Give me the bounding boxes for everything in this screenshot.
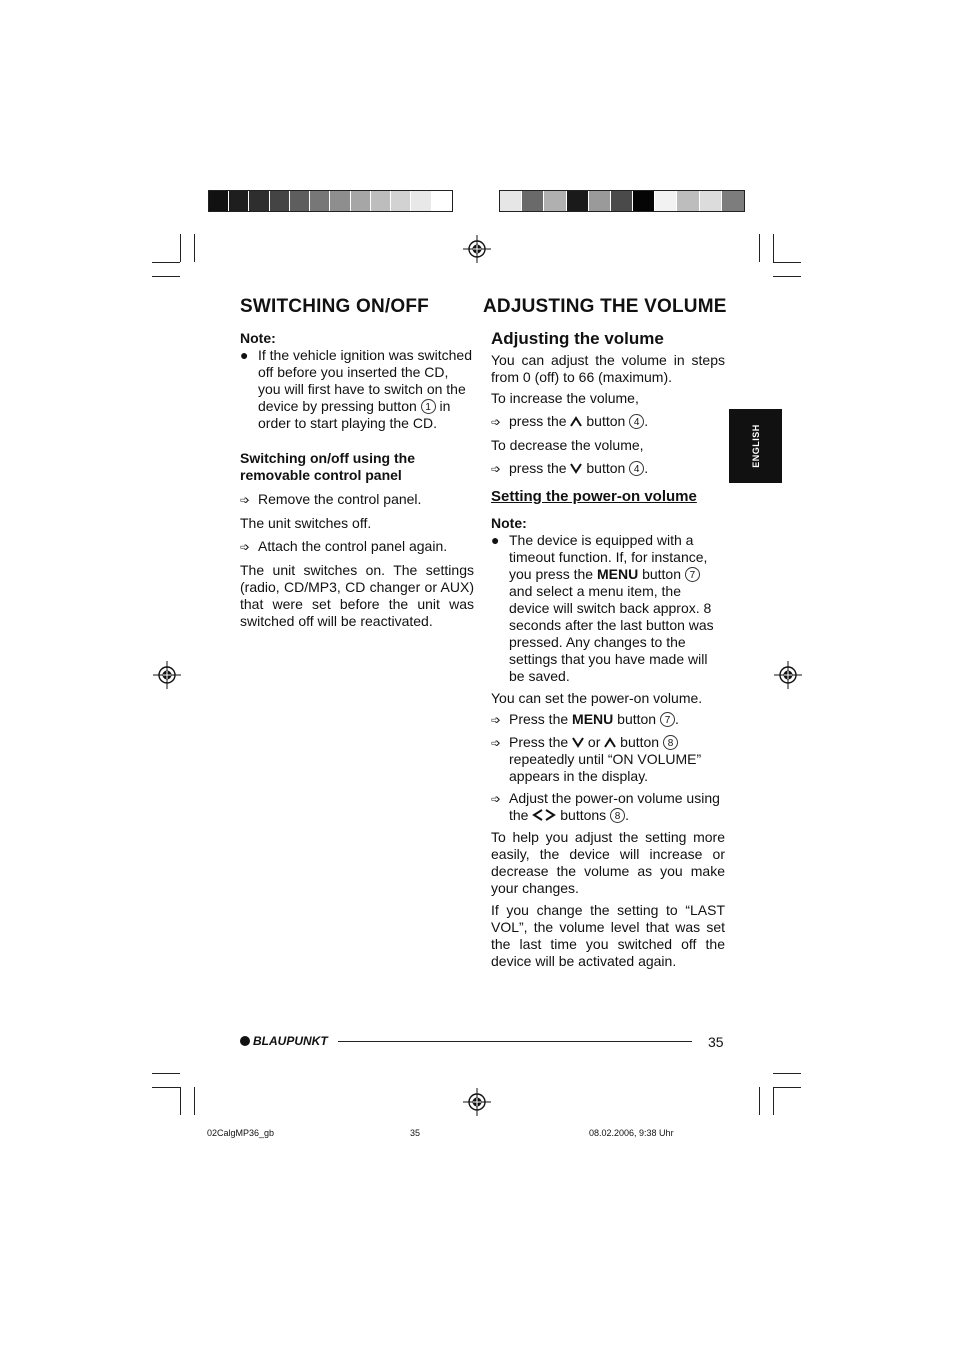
registration-mark-icon: [462, 234, 492, 264]
result-off: The unit switches off.: [240, 515, 372, 531]
left-column: [240, 330, 474, 630]
set-poweron-text: You can set the power-on volume.: [491, 690, 703, 706]
button-number-badge: 8: [610, 808, 625, 823]
caret-down-icon: [570, 463, 582, 474]
increase-label: To increase the volume,: [491, 390, 639, 406]
step2-text-b: button: [620, 734, 660, 750]
step1-text-b: button: [617, 711, 657, 727]
crop-mark: [773, 1087, 774, 1115]
crop-mark: [180, 234, 181, 262]
section-title-switching: SWITCHING ON/OFF: [240, 296, 429, 317]
registration-mark-icon: [773, 660, 803, 690]
button-number-badge: 7: [660, 712, 675, 727]
button-number-badge: 7: [685, 567, 700, 582]
arrow-right-icon: ➩: [491, 462, 502, 476]
crop-mark: [152, 276, 180, 277]
note-text-a: If the vehicle ignition was switched off before you inserted the CD, you will first have to switch on the device by pressing button: [258, 347, 472, 414]
step2-text-c: repeatedly until “ON VOLUME” appears in the display.: [509, 751, 702, 784]
color-swatch: [522, 191, 544, 211]
note-text-b: in order to start playing the CD.: [258, 398, 451, 431]
arrow-right-icon: ➩: [240, 540, 251, 554]
footer-page: 35: [410, 1128, 421, 1138]
last-vol-paragraph: If you change the setting to “LAST VOL”, the volume level that was set the last time you switched off the device will be activated again.: [491, 902, 725, 969]
subhead-control-panel: Switching on/off using the removable control panel: [240, 450, 415, 483]
button-word: button: [586, 413, 626, 429]
subhead-adjusting: Adjusting the volume: [491, 329, 664, 348]
color-swatch: [310, 191, 330, 211]
color-swatch: [330, 191, 350, 211]
menu-keyword: MENU: [572, 711, 614, 727]
step2-text-a: Press the: [509, 734, 569, 750]
crop-mark: [773, 1087, 801, 1088]
result-on: The unit switches on. The settings (radio, CD/MP3, CD changer or AUX) that were set before the unit was switched off will be reactivated.: [240, 562, 474, 629]
color-swatch: [722, 191, 744, 211]
bullet-icon: ●: [240, 347, 249, 363]
step-press-menu: ➩ Press the MENU button 7 .: [491, 711, 679, 727]
crop-mark: [152, 1087, 180, 1088]
note-bullet: [491, 532, 725, 685]
registration-mark-icon: [152, 660, 182, 690]
color-swatch: [633, 191, 655, 211]
button-number-badge: 8: [663, 735, 678, 750]
step-increase: ➩ press the button 4 .: [491, 413, 649, 429]
bullet-icon: ●: [491, 532, 500, 548]
caret-left-right-icon: [532, 809, 556, 821]
intro-text: You can adjust the volume in steps from 0 (off) to 66 (maximum).: [491, 352, 725, 385]
note-text-a: The device is equipped with a timeout function. If, for instance, you press the: [509, 532, 708, 582]
crop-mark: [773, 234, 774, 262]
crop-mark: [180, 1087, 181, 1115]
color-swatch: [432, 191, 452, 211]
step-press-updown: [491, 734, 725, 785]
button-number-badge: 1: [421, 399, 436, 414]
note-text-b: button: [642, 566, 682, 582]
caret-up-icon: [604, 737, 616, 748]
color-swatch: [229, 191, 249, 211]
color-swatch: [351, 191, 371, 211]
step-remove-text: Remove the control panel.: [258, 491, 422, 507]
step3-text-b: buttons: [560, 807, 607, 823]
note-bullet: [240, 347, 474, 432]
note-text: [258, 347, 474, 432]
button-number-badge: 4: [629, 414, 644, 429]
color-swatch: [290, 191, 310, 211]
color-swatch: [544, 191, 566, 211]
caret-up-icon: [570, 416, 582, 427]
or-text: or: [587, 734, 601, 750]
crop-mark: [194, 234, 195, 262]
color-swatch: [700, 191, 722, 211]
page-number: 35: [708, 1034, 724, 1050]
color-swatch: [209, 191, 229, 211]
color-swatch: [655, 191, 677, 211]
color-swatch: [391, 191, 411, 211]
step-decrease: ➩ press the button 4 .: [491, 460, 649, 476]
arrow-right-icon: ➩: [491, 713, 502, 727]
color-swatch: [371, 191, 391, 211]
step-adjust: ➩ Adjust the power-on volume using the buttons 8 .: [491, 790, 720, 823]
caret-down-icon: [572, 737, 584, 748]
step1-text-a: Press the: [509, 711, 569, 727]
decrease-label: To decrease the volume,: [491, 437, 644, 453]
subhead-poweron: Setting the power-on volume: [491, 488, 697, 505]
brand-logo: [240, 1034, 328, 1048]
note-label: Note:: [240, 330, 276, 346]
color-swatch: [500, 191, 522, 211]
help-paragraph: To help you adjust the setting more easily, the device will increase or decrease the volume as you make your changes.: [491, 829, 725, 896]
crop-mark: [152, 1073, 180, 1074]
right-column: [491, 330, 725, 970]
note-label: Note:: [491, 515, 527, 531]
step-attach-text: Attach the control panel again.: [258, 538, 448, 554]
color-swatch: [567, 191, 589, 211]
step-remove: [240, 491, 474, 509]
color-bar-left: [208, 190, 453, 212]
footer-rule: [338, 1041, 692, 1042]
arrow-right-icon: ➩: [491, 792, 502, 806]
language-tab: [729, 409, 782, 483]
crop-mark: [773, 1073, 801, 1074]
color-swatch: [611, 191, 633, 211]
crop-mark: [194, 1087, 195, 1115]
crop-mark: [773, 262, 801, 263]
color-swatch: [249, 191, 269, 211]
section-title-volume: ADJUSTING THE VOLUME: [483, 296, 727, 317]
color-swatch: [589, 191, 611, 211]
arrow-right-icon: ➩: [240, 493, 251, 507]
press-the-text: press the: [509, 413, 567, 429]
registration-mark-icon: [462, 1087, 492, 1117]
color-swatch: [411, 191, 431, 211]
brand-dot-icon: [240, 1036, 250, 1046]
crop-mark: [773, 276, 801, 277]
color-swatch: [270, 191, 290, 211]
arrow-right-icon: ➩: [491, 736, 502, 750]
step-attach: [240, 538, 474, 556]
press-the-text: press the: [509, 460, 567, 476]
note-text-c: and select a menu item, the device will switch back approx. 8 seconds after the last button was pressed. Any changes to the settings that you have made will be saved.: [509, 583, 714, 684]
color-swatch: [677, 191, 699, 211]
step3-text-a: Adjust the power-on volume using the: [509, 790, 720, 823]
crop-mark: [759, 234, 760, 262]
crop-mark: [152, 262, 180, 263]
menu-keyword: MENU: [596, 566, 639, 582]
button-number-badge: 4: [629, 461, 644, 476]
arrow-right-icon: ➩: [491, 415, 502, 429]
brand-name: BLAUPUNKT: [253, 1034, 328, 1048]
button-word: button: [586, 460, 626, 476]
language-tab-label: ENGLISH: [750, 424, 761, 468]
footer-filename: 02CalgMP36_gb: [207, 1128, 275, 1138]
footer-date: 08.02.2006, 9:38 Uhr: [589, 1128, 674, 1138]
crop-mark: [759, 1087, 760, 1115]
color-bar-right: [499, 190, 745, 212]
